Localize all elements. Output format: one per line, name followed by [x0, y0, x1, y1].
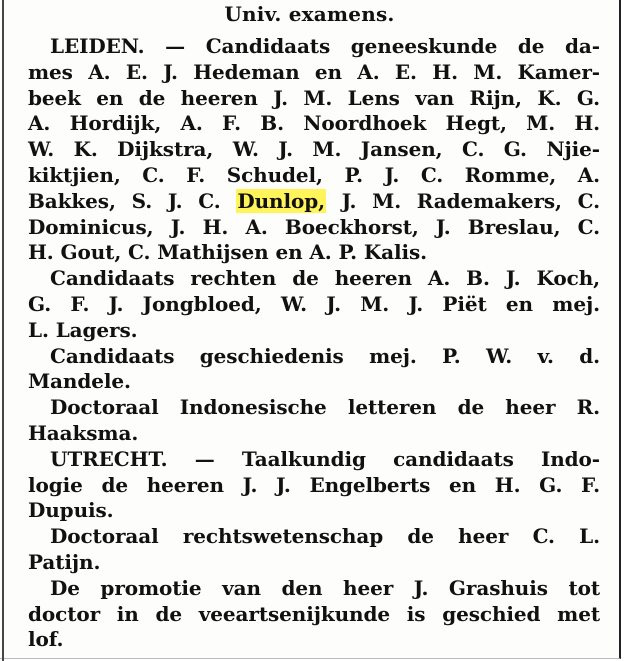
text-line: mes A. E. J. Hedeman en A. E. H. M. Kamer-	[28, 59, 600, 84]
highlighted-name: Dunlop,	[237, 188, 325, 213]
text-line: doctor in de veeartsenijkunde is geschied met	[28, 601, 600, 626]
text-line: De promotie van den heer J. Grashuis tot	[50, 575, 600, 600]
text-line: lof.	[28, 627, 64, 652]
text-segment: J. M. Rademakers, C.	[325, 188, 600, 213]
text-line: beek en de heeren J. M. Lens van Rijn, K. G.	[28, 85, 600, 110]
text-line: Mandele.	[28, 369, 131, 394]
text-line: Doctoraal Indonesische letteren de heer R.	[50, 395, 600, 420]
text-line-highlighted	[28, 189, 600, 215]
text-line: Candidaats geschiedenis mej. P. W. v. d.	[50, 343, 600, 368]
text-line: LEIDEN. — Candidaats geneeskunde de da-	[50, 34, 600, 58]
headline: Univ. examens.	[224, 2, 395, 26]
text-line: W. K. Dijkstra, W. J. M. Jansen, C. G. Njie-	[28, 137, 600, 162]
text-line: G. F. J. Jongbloed, W. J. M. J. Piët en mej.	[28, 291, 600, 316]
text-line: UTRECHT. — Taalkundig candidaats Indo-	[50, 446, 600, 471]
text-line: Haaksma.	[28, 420, 139, 445]
text-line: Dupuis.	[28, 498, 114, 523]
column-rule	[2, 0, 4, 661]
text-line: logie de heeren J. J. Engelberts en H. G. F.	[28, 472, 600, 497]
article-body	[28, 34, 600, 653]
text-line: Candidaats rechten de heeren A. B. J. Koch,	[50, 266, 600, 291]
text-line: Dominicus, J. H. A. Boeckhorst, J. Breslau, C.	[28, 214, 600, 239]
text-line: kiktjien, C. F. Schudel, P. J. C. Romme, A.	[28, 162, 600, 187]
text-line: Patijn.	[28, 549, 101, 574]
text-line: L. Lagers.	[28, 317, 138, 342]
text-segment: Bakkes, S. J. C.	[28, 188, 237, 213]
text-line: A. Hordijk, A. F. B. Noordhoek Hegt, M. H.	[28, 111, 600, 136]
text-line: Doctoraal rechtswetenschap de heer C. L.	[50, 524, 600, 549]
text-line: H. Gout, C. Mathijsen en A. P. Kalis.	[28, 240, 428, 265]
